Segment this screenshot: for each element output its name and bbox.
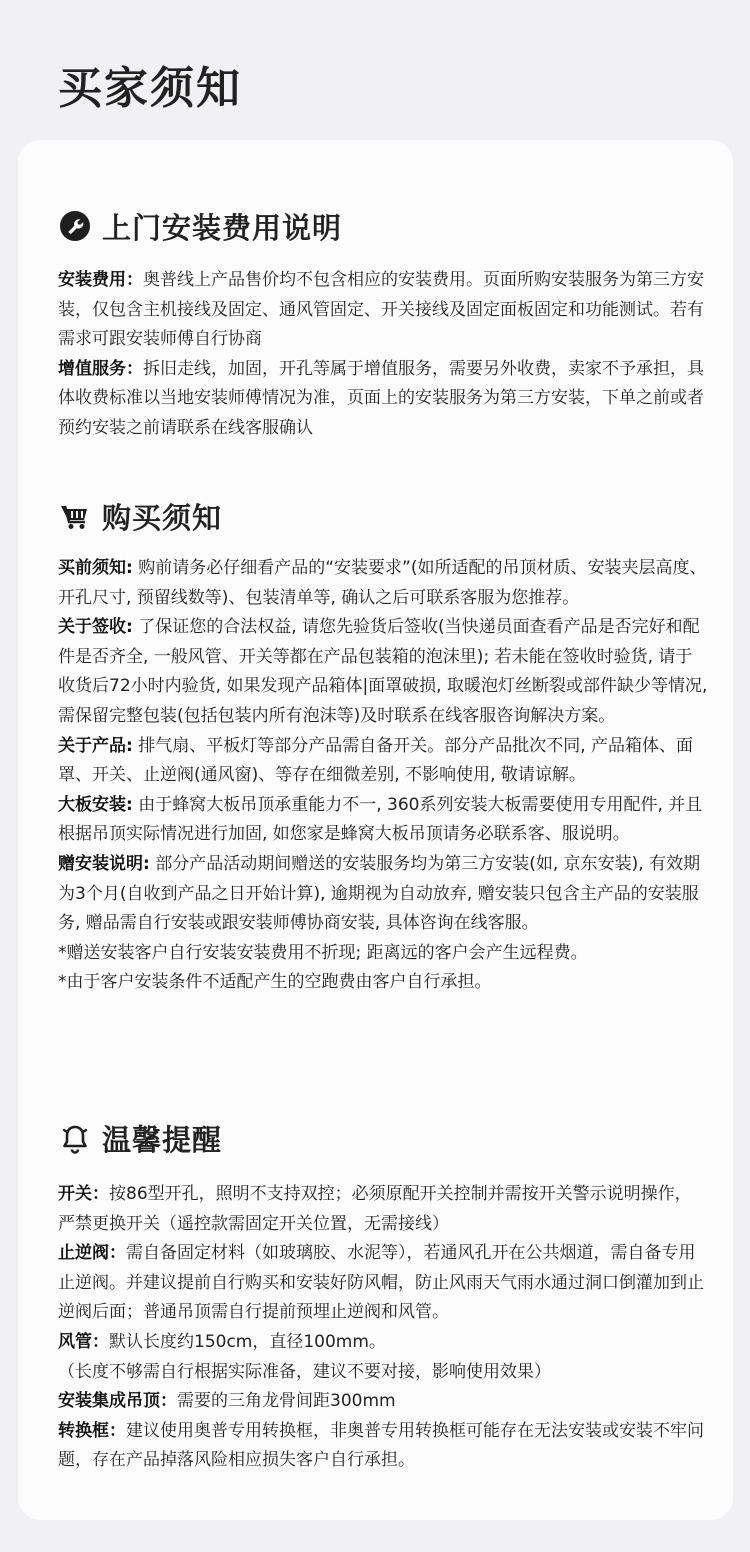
paragraph <box>58 850 708 939</box>
paragraph <box>58 939 708 969</box>
section-body <box>58 266 708 444</box>
para-label: 关于签收: <box>58 617 133 638</box>
para-label: 赠安装说明: <box>58 853 150 874</box>
para-label: 安装费用： <box>58 270 143 290</box>
para-label: 买前须知: <box>58 558 133 578</box>
para-label: 增值服务： <box>58 358 143 379</box>
para-label: 风管： <box>58 1331 109 1352</box>
wrench-icon <box>58 209 92 243</box>
paragraph <box>58 554 708 613</box>
paragraph <box>58 968 708 998</box>
para-text: 奥普线上产品售价均不包含相应的安装费用。页面所购安装服务为第三方安装，仅包含主机接线及固定、通风管固定、开关接线及固定面板固定和功能测试。若有需求可跟安装师傅自行协商 <box>58 270 704 350</box>
notice-card <box>18 140 733 1520</box>
para-text: 排气扇、平板灯等部分产品需自备开关。部分产品批次不同, 产品箱体、面罩、开关、止逆阀(通风窗)、等存在细微差别, 不影响使用, 敬请谅解。 <box>58 735 694 786</box>
para-text: *由于客户安装条件不适配产生的空跑费由客户自行承担。 <box>58 972 492 993</box>
para-text: 默认长度约150cm，直径100mm。 <box>109 1331 386 1352</box>
section-purchase <box>58 494 708 998</box>
section-header <box>58 1116 708 1160</box>
paragraph <box>58 1180 708 1239</box>
para-label: 开关： <box>58 1184 109 1204</box>
paragraph <box>58 732 708 791</box>
paragraph <box>58 355 708 444</box>
paragraph <box>58 1387 708 1417</box>
para-text: 了保证您的合法权益, 请您先验货后签收(当快递员面查看产品是否完好和配件是否齐全, 一般风管、开关等都在产品包装箱的泡沫里); 若未能在签收时验货, 请于收货后72小时内验货, 如果发现产品箱体|面罩破损, 取暖泡灯丝断裂或部件缺少等情况, 需保留完整包装(包括包装内所有泡沫等)及时联系在线客服咨询解决方案。 <box>58 617 708 726</box>
para-text: 建议使用奥普专用转换框，非奥普专用转换框可能存在无法安装或安装不牢问题，存在产品掉落风险相应损失客户自行承担。 <box>58 1420 704 1471</box>
section-title: 购买须知 <box>102 500 223 535</box>
bell-icon <box>58 1121 92 1155</box>
para-text: 部分产品活动期间赠送的安装服务均为第三方安装(如, 京东安装), 有效期为3个月(自收到产品之日开始计算), 逾期视为自动放弃, 赠安装只包含主产品的安装服务, 赠品需自行安装或跟安装师傅协商安装, 具体咨询在线客服。 <box>58 853 701 934</box>
paragraph <box>58 1358 708 1388</box>
page-title: 买家须知 <box>58 63 242 114</box>
section-title: 温馨提醒 <box>102 1122 223 1157</box>
section-header <box>58 494 708 538</box>
paragraph <box>58 266 708 355</box>
section-reminder <box>58 1116 708 1476</box>
para-text: 拆旧走线，加固，开孔等属于增值服务，需要另外收费，卖家不予承担，具体收费标准以当地安装师傅情况为准，页面上的安装服务为第三方安装，下单之前或者预约安装之前请联系在线客服确认 <box>58 358 704 438</box>
para-text: 由于蜂窝大板吊顶承重能力不一, 360系列安装大板需要使用专用配件, 并且根据吊顶实际情况进行加固, 如您家是蜂窝大板吊顶请务必联系客、服说明。 <box>58 794 703 845</box>
para-text: （长度不够需自行根据实际准备，建议不要对接，影响使用效果） <box>58 1361 551 1382</box>
paragraph <box>58 1417 708 1476</box>
section-install-fee <box>58 204 708 444</box>
para-label: 止逆阀： <box>58 1243 126 1264</box>
para-label: 安装集成吊顶： <box>58 1391 177 1412</box>
para-label: 大板安装: <box>58 794 133 815</box>
paragraph <box>58 613 708 731</box>
para-text: 需自备固定材料（如玻璃胶、水泥等），若通风孔开在公共烟道，需自备专用止逆阀。并建议提前自行购买和安装好防风帽，防止风雨天气雨水通过洞口倒灌加到止逆阀后面；普通吊顶需自行提前预埋止逆阀和风管。 <box>58 1243 704 1323</box>
paragraph <box>58 1239 708 1328</box>
paragraph <box>58 1328 708 1358</box>
paragraph <box>58 791 708 850</box>
para-text: 按86型开孔，照明不支持双控；必须原配开关控制并需按开关警示说明操作，严禁更换开关（遥控款需固定开关位置，无需接线） <box>58 1184 692 1234</box>
para-label: 转换框： <box>58 1420 126 1441</box>
section-title: 上门安装费用说明 <box>102 210 343 245</box>
section-header <box>58 204 708 248</box>
cart-icon <box>58 499 92 533</box>
para-text: 购前请务必仔细看产品的“安装要求”(如所适配的吊顶材质、安装夹层高度、开孔尺寸, 预留线数等)、包装清单等, 确认之后可联系客服为您推荐。 <box>58 558 707 608</box>
para-label: 关于产品: <box>58 735 133 756</box>
para-text: *赠送安装客户自行安装安装费用不折现; 距离远的客户会产生远程费。 <box>58 942 588 963</box>
para-text: 需要的三角龙骨间距300mm <box>177 1391 396 1412</box>
section-body <box>58 554 708 998</box>
section-body <box>58 1180 708 1476</box>
